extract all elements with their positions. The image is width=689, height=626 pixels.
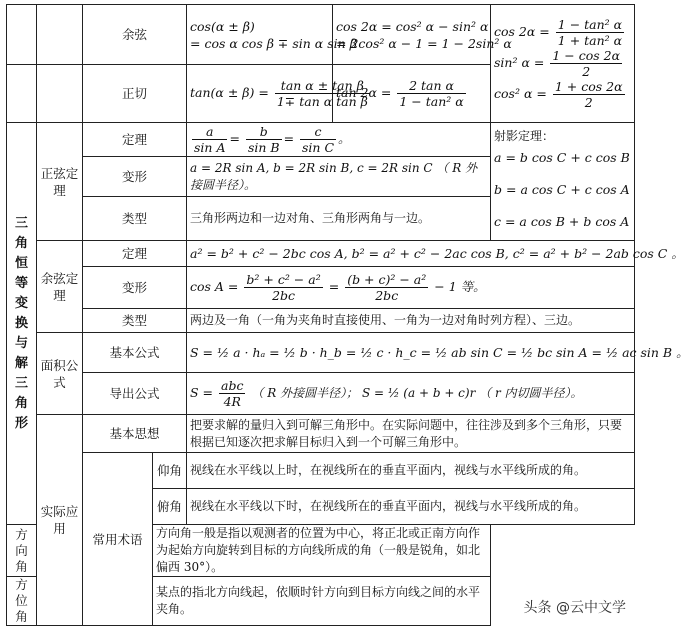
- sine-frac-c-num: c: [300, 124, 336, 140]
- half-angle-formulas: [491, 5, 635, 123]
- cos2-num: 1 − tan² α: [557, 17, 623, 32]
- cosine-variant-den1: 2bc: [272, 288, 296, 303]
- cos2-formula: [494, 17, 631, 48]
- area-label: 面积公式: [37, 333, 83, 415]
- sine-theorem-formula: $\frac{a}{\text{sin A}}$ = $\frac{b}{\text{sin B}}$ = $\frac{c}{\text{sin C}}$ 。: [187, 123, 491, 157]
- cosine-variant-eq: =: [328, 279, 340, 294]
- main-category-text: 三 角 恒 等 变 换 与 解 三 角 形: [14, 215, 28, 431]
- sine-frac-a-den: sin A: [194, 140, 226, 155]
- area-derived-s: S =: [190, 385, 214, 400]
- area-derived-frac: [219, 378, 245, 409]
- cosine-variant-frac2: [345, 272, 428, 303]
- cosine-variant-num2: (b + c)² − a²: [347, 272, 427, 287]
- cosine-variant-label: 变形: [83, 267, 187, 309]
- cos2-fraction: [556, 17, 624, 48]
- basic-idea-label: 基本思想: [83, 415, 187, 453]
- elevation-text: 视线在水平线以上时，在视线所在的垂直平面内，视线与水平线所成的角。: [187, 453, 635, 489]
- sin-sq-den: 2: [582, 64, 591, 79]
- application-label: 实际应用: [37, 415, 83, 626]
- cosine-theorem-text: a² = b² + c² − 2bc cos A, b² = a² + c² − 2ac cos B, c² = a² + b² − 2ab cos C 。: [187, 241, 635, 267]
- tan-sum-lhs: tan(α ± β) =: [190, 85, 269, 100]
- cos-sq-fraction: [553, 79, 625, 110]
- direction-label: 方向角: [7, 525, 37, 577]
- sine-frac-a-num: a: [192, 124, 227, 140]
- trig-blank-cell-4: [37, 65, 83, 123]
- cosine-type-text: 两边及一角（一角为夹角时直接使用、一角为一边对角时列方程）、三边。: [187, 309, 635, 333]
- cosine-label: 余弦: [83, 5, 187, 65]
- trig-blank-cell-3: [7, 65, 37, 123]
- terms-label: 常用术语: [83, 453, 153, 626]
- main-category-label: [7, 123, 37, 525]
- formula-table: [6, 4, 689, 626]
- area-basic-label: 基本公式: [83, 333, 187, 373]
- projection-theorem: [491, 123, 635, 241]
- cosine-variant-lhs: cos A =: [190, 279, 239, 294]
- projection-a: a = b cos C + c cos B: [494, 150, 630, 165]
- sine-type-label: 类型: [83, 197, 187, 241]
- tan-double-lhs: tan 2α =: [336, 85, 392, 100]
- bearing-text: 某点的指北方向线起，依顺时针方向到目标方向线之间的水平夹角。: [153, 577, 491, 626]
- cos-sum-line2: = cos α cos β ∓ sin α sin β: [190, 35, 357, 51]
- bearing-label: 方位角: [7, 577, 37, 626]
- cos2-den: 1 + tan² α: [557, 33, 623, 48]
- trig-blank-cell-1: [7, 5, 37, 65]
- cos-double-line2: = 2cos² α − 1 = 1 − 2sin² α: [336, 35, 512, 51]
- area-derived-label: 导出公式: [83, 373, 187, 415]
- projection-c: c = a cos B + b cos A: [494, 214, 630, 229]
- sine-frac-a: [192, 124, 227, 155]
- sine-frac-c-den: sin C: [302, 140, 335, 155]
- sine-frac-b-den: sin B: [247, 140, 280, 155]
- sine-variant-label: 变形: [83, 157, 187, 197]
- basic-idea-text: 把要求解的量归入到可解三角形中。在实际问题中，往往涉及到多个三角形，只要根据已知逐次把求解目标归入到一个可解三角形中。: [187, 415, 635, 453]
- sin-sq-lhs: sin² α =: [494, 55, 545, 70]
- sine-law-label: 正弦定理: [37, 123, 83, 241]
- elevation-label: 仰角: [153, 453, 187, 489]
- cosine-variant-den2: 2bc: [375, 288, 399, 303]
- direction-text: 方向角一般是指以观测者的位置为中心，将正北或正南方向作为起始方向旋转到目标的方向线所成的角（一般是锐角，如北偏西 30°）。: [153, 525, 491, 577]
- sine-type-text: 三角形两边和一边对角、三角形两角与一边。: [187, 197, 491, 241]
- sin-sq-fraction: [550, 48, 622, 79]
- tan-double-num: 2 tan α: [397, 78, 465, 94]
- area-derived-mid: （ R 外接圆半径）； S = ½ (a + b + c)r （ r 内切圆半径）。: [251, 386, 583, 400]
- cos2-lhs: cos 2α =: [494, 24, 550, 39]
- cosine-variant-end: − 1 等。: [434, 279, 486, 294]
- tan-sum-den: 1∓ tan α tan β: [276, 94, 368, 109]
- tan-double-den: 1 − tan² α: [399, 94, 464, 109]
- sine-variant-text: a = 2R sin A, b = 2R sin B, c = 2R sin C （ R 外接圆半径）。: [187, 157, 491, 197]
- area-derived-formula: [187, 373, 635, 415]
- sine-theorem-label: 定理: [83, 123, 187, 157]
- area-derived-num: abc: [221, 378, 244, 393]
- projection-b: b = a cos C + c cos A: [494, 182, 630, 197]
- cosine-theorem-label: 定理: [83, 241, 187, 267]
- area-basic-text: S = ½ a · hₐ = ½ b · h_b = ½ c · h_c = ½ ab sin C = ½ bc sin A = ½ ac sin B 。: [187, 333, 635, 373]
- sine-theorem-end: 。: [338, 131, 351, 146]
- sin-sq-num: 1 − cos 2α: [552, 48, 621, 63]
- depression-label: 俯角: [153, 489, 187, 525]
- sin-sq-formula: [494, 48, 631, 79]
- cos-double-formula: [333, 5, 512, 65]
- watermark: 头条 @云中文学: [520, 597, 630, 617]
- cosine-variant-frac1: [244, 272, 322, 303]
- sine-frac-c: [300, 124, 336, 155]
- cosine-variant-num1: b² + c² − a²: [246, 272, 321, 287]
- tan-double-fraction: [397, 78, 465, 109]
- depression-text: 视线在水平线以下时，在视线所在的垂直平面内，视线与水平线所成的角。: [187, 489, 635, 525]
- trig-blank-cell-2: [37, 5, 83, 65]
- sine-frac-b: [246, 124, 282, 155]
- cos-sq-formula: [494, 79, 631, 110]
- cosine-type-label: 类型: [83, 309, 187, 333]
- tan-double-formula: [333, 65, 491, 123]
- tan-sum-num: tan α ± tan β: [275, 78, 370, 94]
- cos-sum-formula: [187, 5, 357, 65]
- cosine-variant-formula: [187, 267, 635, 309]
- cos-sq-num: 1 + cos 2α: [554, 79, 623, 94]
- cos-double-line1: cos 2α = cos² α − sin² α: [336, 18, 489, 34]
- projection-title: 射影定理：: [494, 129, 555, 143]
- cos-sq-den: 2: [584, 95, 593, 110]
- cos-sq-lhs: cos² α =: [494, 86, 547, 101]
- tangent-label: 正切: [83, 65, 187, 123]
- cos-sum-line1: cos(α ± β): [190, 18, 255, 34]
- area-derived-den: 4R: [223, 394, 241, 409]
- sine-frac-b-num: b: [246, 124, 282, 140]
- cosine-law-label: 余弦定理: [37, 241, 83, 333]
